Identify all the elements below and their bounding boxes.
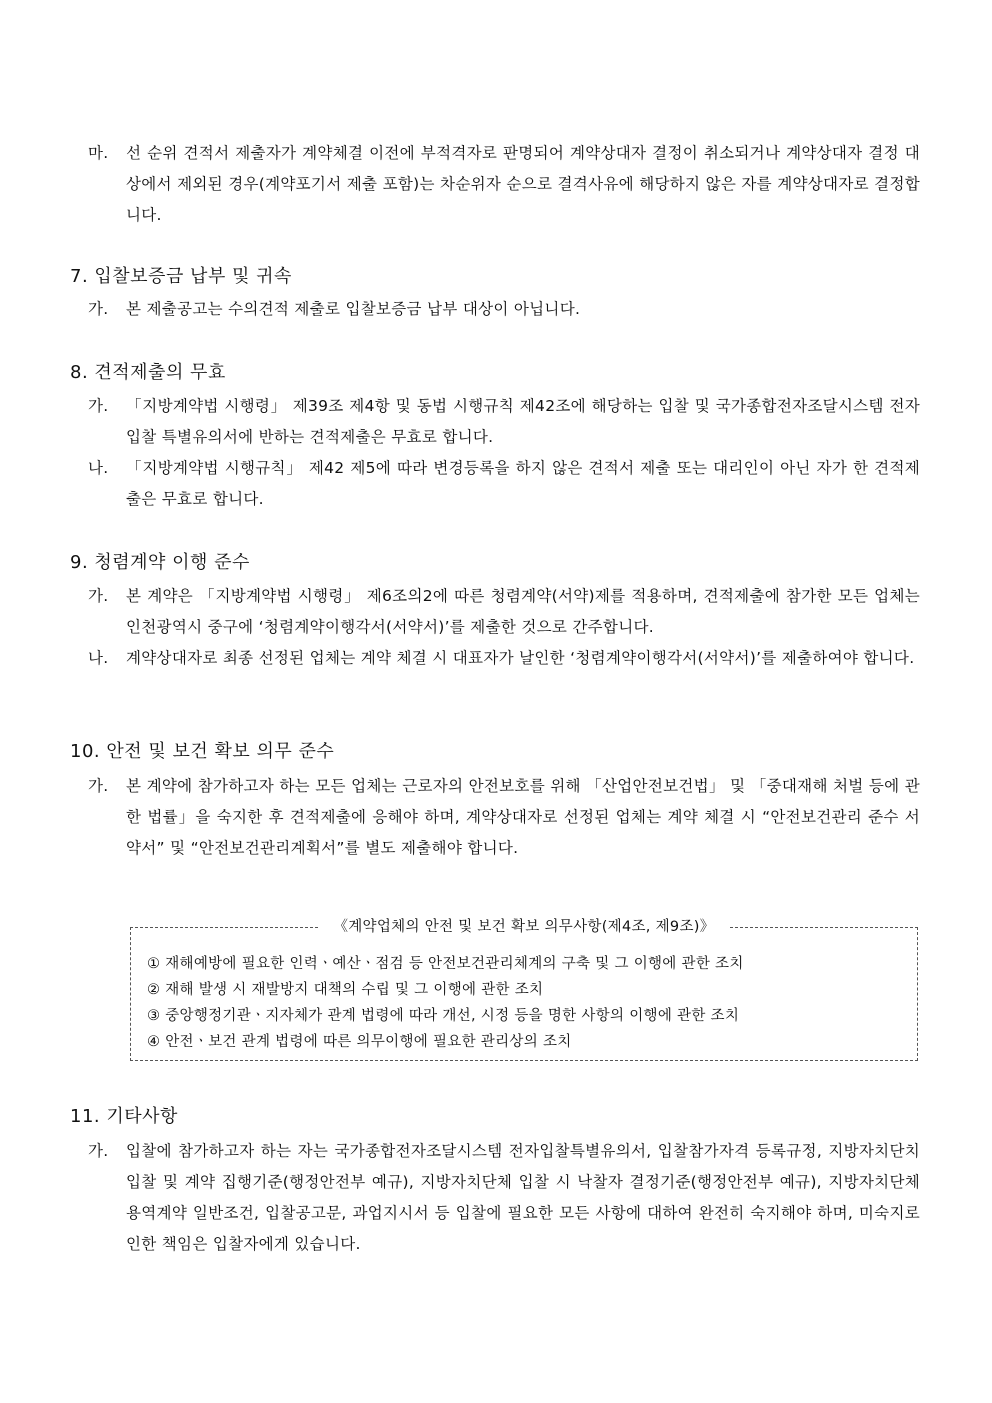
obligation-item: ① 재해예방에 필요한 인력ㆍ예산ㆍ점검 등 안전보건관리체계의 구축 및 그 이행에 관한 조치 — [147, 956, 744, 972]
section-7-title: 7. 입찰보증금 납부 및 귀속 — [70, 266, 292, 287]
item-marker: 나. — [88, 459, 109, 477]
section-8-item-na — [88, 453, 920, 515]
section-7-item-ga — [88, 294, 920, 325]
obligation-item: ② 재해 발생 시 재발방지 대책의 수립 및 그 이행에 관한 조치 — [147, 982, 544, 998]
item-marker: 나. — [88, 649, 109, 667]
item-marker: 가. — [88, 777, 109, 795]
obligation-item: ③ 중앙행정기관ㆍ지자체가 관계 법령에 따라 개선, 시정 등을 명한 사항의 이행에 관한 조치 — [147, 1008, 740, 1024]
item-text: 계약상대자로 최종 선정된 업체는 계약 체결 시 대표자가 날인한 ‘청렴계약이행각서(서약서)’를 제출하여야 합니다. — [126, 649, 915, 667]
obligation-list — [147, 951, 907, 1055]
section-10-item-ga — [88, 771, 920, 864]
obligation-item: ④ 안전ㆍ보건 관계 법령에 따른 의무이행에 필요한 관리상의 조치 — [147, 1034, 572, 1050]
section-8-title: 8. 견적제출의 무효 — [70, 362, 226, 383]
item-marker: 가. — [88, 587, 109, 605]
box-title: 《계약업체의 안전 및 보건 확보 의무사항(제4조, 제9조)》 — [319, 919, 728, 935]
item-text: 「지방계약법 시행령」 제39조 제4항 및 동법 시행규칙 제42조에 해당하는 입찰 및 국가종합전자조달시스템 전자입찰 특별유의서에 반하는 견적제출은 무효로 합니다. — [126, 397, 920, 446]
section-9-item-na — [88, 643, 920, 674]
item-text: 본 계약은 「지방계약법 시행령」 제6조의2에 따른 청렴계약(서약)제를 적용하며, 견적제출에 참가한 모든 업체는 인천광역시 중구에 ‘청렴계약이행각서(서약서)’를 제출한 것으로 간주합니다. — [126, 587, 920, 636]
item-marker: 가. — [88, 300, 109, 318]
section-9-item-ga — [88, 581, 920, 643]
section-10-title: 10. 안전 및 보건 확보 의무 준수 — [70, 741, 335, 762]
item-text: 입찰에 참가하고자 하는 자는 국가종합전자조달시스템 전자입찰특별유의서, 입찰참가자격 등록규정, 지방자치단치 입찰 및 계약 집행기준(행정안전부 예규), 지방자치단체 입찰 시 낙찰자 결정기준(행정안전부 예규), 지방자치단체 용역계약 일반조건, 입찰공고문, 과업지시서 등 입찰에 필요한 모든 사항에 대하여 완전히 숙지해야 하며, 미숙지로 인한 책임은 입찰자에게 있습니다. — [126, 1142, 920, 1253]
item-marker: 가. — [88, 397, 109, 415]
section-6-item-ma — [88, 138, 920, 231]
item-text: 본 제출공고는 수의견적 제출로 입찰보증금 납부 대상이 아닙니다. — [126, 300, 581, 318]
item-marker: 마. — [88, 144, 109, 162]
item-text: 본 계약에 참가하고자 하는 모든 업체는 근로자의 안전보호를 위해 「산업안전보건법」 및 「중대재해 처벌 등에 관한 법률」을 숙지한 후 견적제출에 응해야 하며, 계약상대자로 선정된 업체는 계약 체결 시 “안전보건관리 준수 서약서” 및 “안전보건관리계획서”를 별도 제출해야 합니다. — [126, 777, 920, 857]
safety-obligations-box — [130, 919, 918, 1061]
item-marker: 가. — [88, 1142, 109, 1160]
item-text: 「지방계약법 시행규칙」 제42 제5에 따라 변경등록을 하지 않은 견적서 제출 또는 대리인이 아닌 자가 한 견적제출은 무효로 합니다. — [126, 459, 920, 508]
section-11-item-ga — [88, 1136, 920, 1260]
section-11-title: 11. 기타사항 — [70, 1106, 178, 1127]
item-text: 선 순위 견적서 제출자가 계약체결 이전에 부적격자로 판명되어 계약상대자 결정이 취소되거나 계약상대자 결정 대상에서 제외된 경우(계약포기서 제출 포함)는 차순위자 순으로 결격사유에 해당하지 않은 자를 계약상대자로 결정합니다. — [126, 144, 920, 224]
section-9-title: 9. 청렴계약 이행 준수 — [70, 552, 250, 573]
section-8-item-ga — [88, 391, 920, 453]
